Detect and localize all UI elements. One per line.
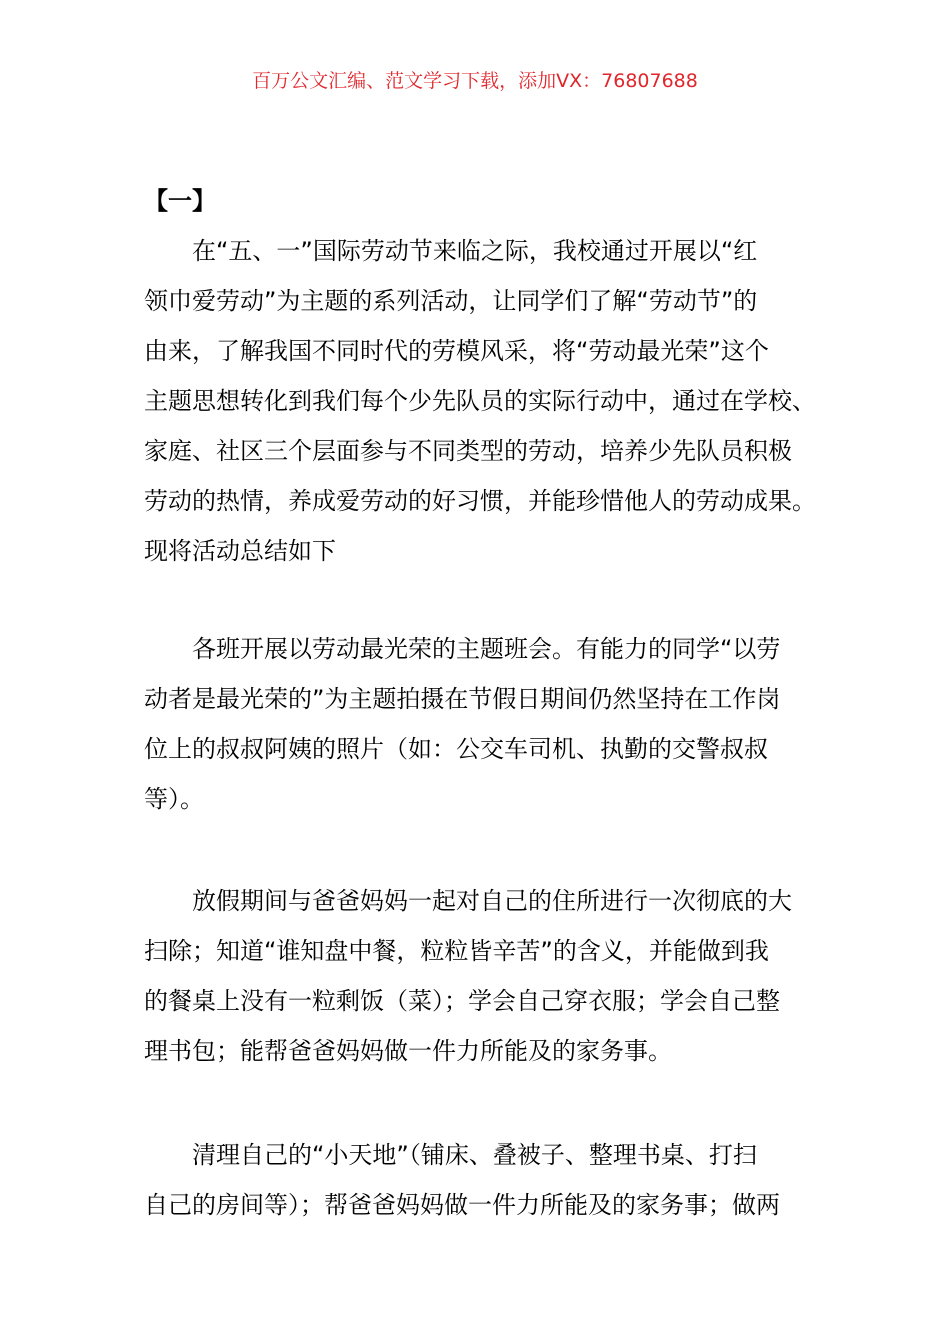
- paragraph-line: 领巾爱劳动”为主题的系列活动，让同学们了解“劳动节”的: [144, 287, 758, 315]
- paragraph-line: 等）。: [144, 785, 204, 813]
- paragraph-line: 家庭、社区三个层面参与不同类型的劳动，培养少先队员积极: [144, 437, 792, 465]
- paragraph-line: 各班开展以劳动最光荣的主题班会。有能力的同学“以劳: [192, 635, 781, 663]
- document-body: [144, 176, 816, 1230]
- paragraph-line: 自己的房间等）；帮爸爸妈妈做一件力所能及的家务事；做两: [144, 1191, 780, 1219]
- paragraph-line: 由来，了解我国不同时代的劳模风采，将“劳动最光荣”这个: [144, 337, 769, 365]
- watermark-header: 百万公文汇编、范文学习下载，添加VX：76807688: [252, 70, 698, 92]
- paragraph-intro: [144, 226, 816, 576]
- paragraph-tidy-room: [144, 1130, 808, 1230]
- paragraph-line: 劳动的热情，养成爱劳动的好习惯，并能珍惜他人的劳动成果。: [144, 487, 816, 515]
- paragraph-spacer: [144, 824, 808, 876]
- paragraph-line: 位上的叔叔阿姨的照片（如：公交车司机、执勤的交警叔叔: [144, 735, 768, 763]
- paragraph-spacer: [144, 1076, 808, 1130]
- paragraph-line: 放假期间与爸爸妈妈一起对自己的住所进行一次彻底的大: [192, 887, 792, 915]
- paragraph-line: 动者是最光荣的”为主题拍摄在节假日期间仍然坚持在工作岗: [144, 685, 781, 713]
- paragraph-class-meeting: [144, 624, 808, 824]
- paragraph-line: 清理自己的“小天地”（铺床、叠被子、整理书桌、打扫: [192, 1141, 757, 1169]
- paragraph-line: 现将活动总结如下: [144, 537, 336, 565]
- paragraph-line: 主题思想转化到我们每个少先队员的实际行动中，通过在学校、: [144, 387, 816, 415]
- paragraph-home-cleaning: [144, 876, 808, 1076]
- paragraph-line: 扫除；知道“谁知盘中餐，粒粒皆辛苦”的含义，并能做到我: [144, 937, 769, 965]
- paragraph-spacer: [144, 576, 808, 624]
- paragraph-line: 理书包；能帮爸爸妈妈做一件力所能及的家务事。: [144, 1037, 672, 1065]
- paragraph-line: 在“五、一”国际劳动节来临之际，我校通过开展以“红: [192, 237, 758, 265]
- paragraph-line: 的餐桌上没有一粒剩饭（菜）；学会自己穿衣服；学会自己整: [144, 987, 780, 1015]
- section-heading: 【一】: [144, 187, 216, 215]
